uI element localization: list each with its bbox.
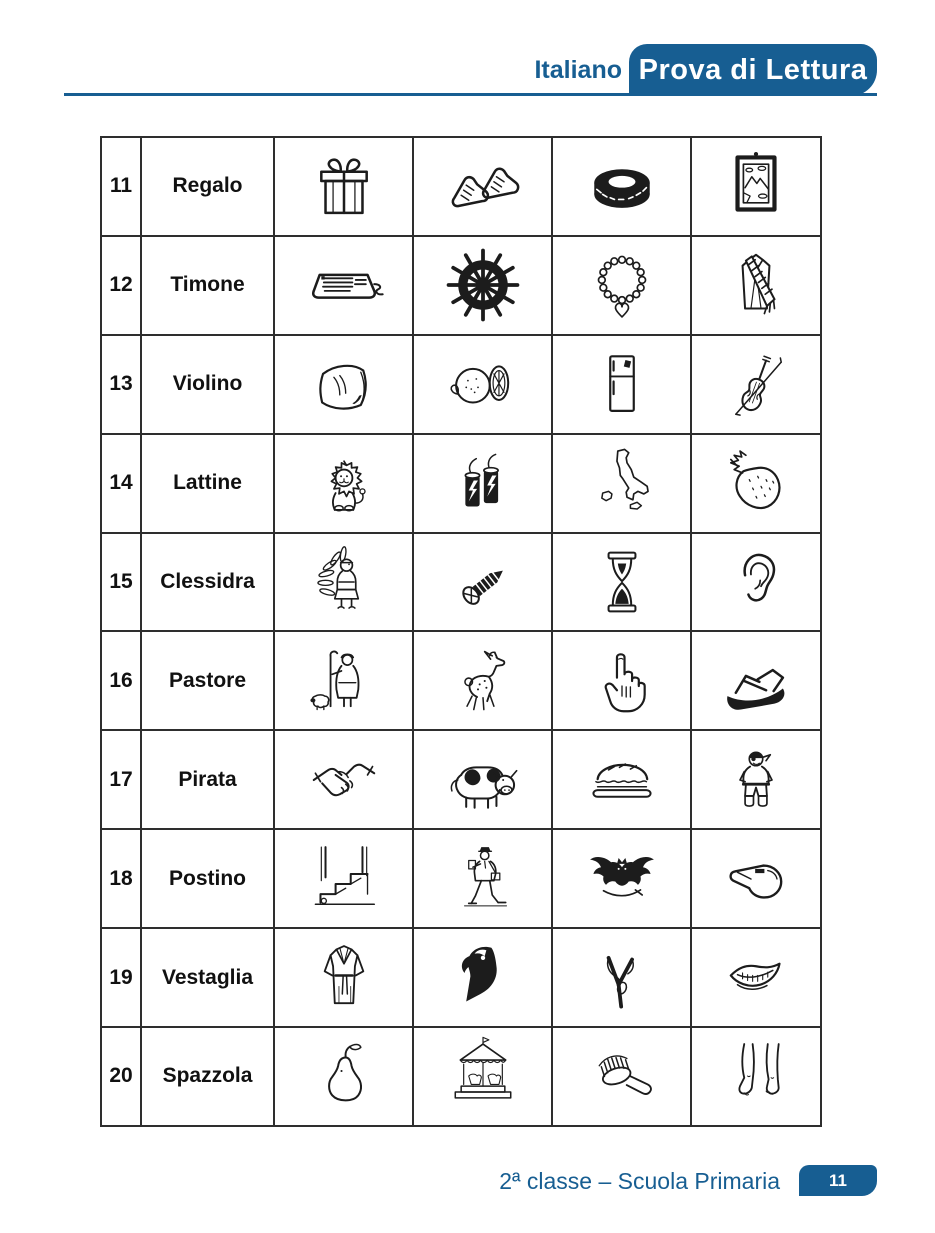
- word-label: Pirata: [142, 731, 275, 828]
- reading-test-table: [100, 136, 822, 1127]
- slingshot-icon: [553, 929, 692, 1026]
- refrigerator-icon: [553, 336, 692, 433]
- row-number: 12: [102, 237, 142, 334]
- table-row: [102, 138, 820, 237]
- word-label: Violino: [142, 336, 275, 433]
- table-row: [102, 435, 820, 534]
- table-row: [102, 929, 820, 1028]
- feet-icon: [692, 1028, 820, 1125]
- footer-class-label: 2ª classe – Scuola Primaria: [499, 1168, 780, 1194]
- table-row: [102, 237, 820, 336]
- pear-icon: [275, 1028, 414, 1125]
- hairbrush-icon: [553, 1028, 692, 1125]
- header-divider: [64, 93, 877, 96]
- tire-icon: [553, 138, 692, 235]
- lion-icon: [275, 435, 414, 532]
- bathrobe-icon: [275, 929, 414, 1026]
- violin-icon: [692, 336, 820, 433]
- ear-icon: [692, 534, 820, 631]
- table-row: [102, 731, 820, 830]
- shepherd-icon: [275, 632, 414, 729]
- word-label: Timone: [142, 237, 275, 334]
- table-row: [102, 534, 820, 633]
- sandwich-icon: [553, 731, 692, 828]
- row-number: 13: [102, 336, 142, 433]
- word-label: Vestaglia: [142, 929, 275, 1026]
- eagle-head-icon: [414, 929, 553, 1026]
- row-number: 14: [102, 435, 142, 532]
- hourglass-icon: [553, 534, 692, 631]
- row-number: 15: [102, 534, 142, 631]
- handshake-icon: [275, 731, 414, 828]
- subject-label: Italiano: [534, 56, 622, 84]
- screw-icon: [414, 534, 553, 631]
- table-row: [102, 830, 820, 929]
- row-number: 11: [102, 138, 142, 235]
- whistle-icon: [692, 830, 820, 927]
- row-number: 19: [102, 929, 142, 1026]
- italy-map-icon: [553, 435, 692, 532]
- row-number: 16: [102, 632, 142, 729]
- word-label: Clessidra: [142, 534, 275, 631]
- title-badge: Prova di Lettura: [629, 44, 877, 96]
- mouth-icon: [692, 929, 820, 1026]
- necklace-icon: [553, 237, 692, 334]
- pillow-icon: [275, 336, 414, 433]
- orange-icon: [414, 336, 553, 433]
- table-row: [102, 336, 820, 435]
- row-number: 17: [102, 731, 142, 828]
- gift-icon: [275, 138, 414, 235]
- row-number: 18: [102, 830, 142, 927]
- table-row: [102, 1028, 820, 1125]
- pirate-icon: [692, 731, 820, 828]
- pointing-finger-icon: [553, 632, 692, 729]
- ship-wheel-icon: [414, 237, 553, 334]
- postman-icon: [414, 830, 553, 927]
- cow-icon: [414, 731, 553, 828]
- stairs-icon: [275, 830, 414, 927]
- native-american-icon: [275, 534, 414, 631]
- word-label: Regalo: [142, 138, 275, 235]
- carousel-icon: [414, 1028, 553, 1125]
- strawberry-icon: [692, 435, 820, 532]
- sandal-icon: [692, 632, 820, 729]
- word-label: Spazzola: [142, 1028, 275, 1125]
- page-number-badge: 11: [799, 1165, 877, 1196]
- word-label: Lattine: [142, 435, 275, 532]
- row-number: 20: [102, 1028, 142, 1125]
- word-label: Pastore: [142, 632, 275, 729]
- keyboard-icon: [275, 237, 414, 334]
- jacket-scarf-icon: [692, 237, 820, 334]
- table-row: [102, 632, 820, 731]
- framed-picture-icon: [692, 138, 820, 235]
- cans-icon: [414, 435, 553, 532]
- bat-icon: [553, 830, 692, 927]
- word-label: Postino: [142, 830, 275, 927]
- sneakers-icon: [414, 138, 553, 235]
- fawn-icon: [414, 632, 553, 729]
